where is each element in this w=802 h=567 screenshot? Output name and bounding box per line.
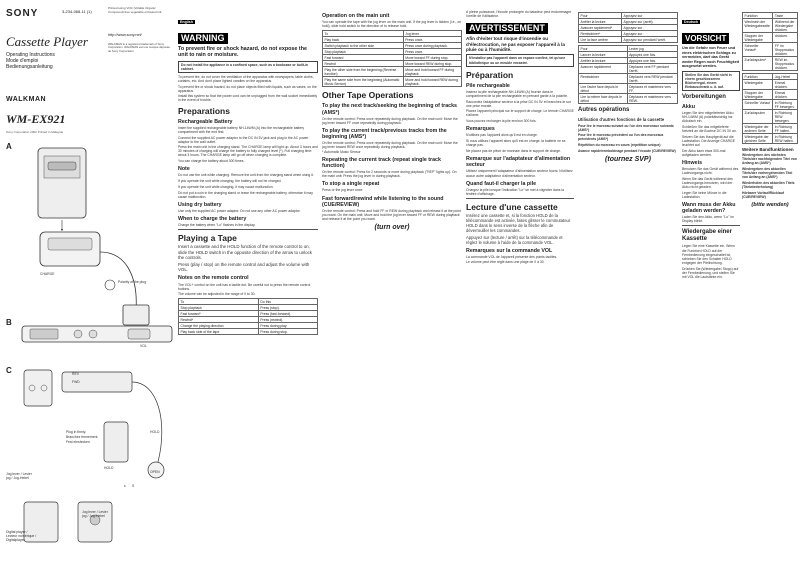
hold-switch-detail <box>104 422 128 462</box>
figure-b-label: B <box>6 318 12 327</box>
avertissement-heading: AVERTISSEMENT <box>466 23 548 34</box>
note-items: Do not use the unit while charging. Remove the unit from the charging stand when using it. If you operate the unit while charging, the battery will not be charged. If you operate the unit while charging, it may cause malfunction. Do not put a coin in the charging stand or leave the rechargeable battery, otherwise it may cause malfunction. <box>178 173 314 199</box>
akku-steps: Legen Sie den mitgelieferten Akku NH-14WM (A) polaritätsrichtig ins Akkufach ein. Schließen Sie das mitgelieferte Netzteil an die Buchse DC IN 3V an. Setzen Sie das Hauptgerät auf die Ladestation. Die Anzeige CHARGE leuchtet auf. Der Akku kann etwa 300-mal aufgeladen werden. <box>682 111 737 157</box>
plug-firmly-fr: Branchez fermement. <box>66 435 99 439</box>
language-de: Bedienungsanleitung <box>6 64 53 70</box>
english-column-2 <box>322 10 462 234</box>
turn-over-note: (turn over) <box>374 224 410 232</box>
other-ops-heading: Other Tape Operations <box>322 90 414 101</box>
remote-operations-table: To Do this Stop playback Press (stop). Fast forward* Press (fast-forward). Rewind* Press (rewind). Change the playing direction Press during play. Play back side of the tape Press during stop. <box>178 298 318 335</box>
remote-notes-heading: Notes on the remote control <box>178 275 249 282</box>
stand-slot <box>48 238 92 250</box>
repeat-heading: Repeating the current track (repeat single track function) <box>322 156 441 169</box>
weitere-list: Wiedergeben des nächsten Titels/der nachfolgenden Titel von Anfang an (AMS*) Wiedergeben des aktuellen Titels/der vorhergehenden Titel von Anfang an (AMS*) Wiederholen des aktuellen Titels (Titelwiederholung) Hörbarer Vorlauf/Rücklauf (CUE/REVIEW) <box>742 153 797 199</box>
english-tag: English <box>180 20 193 24</box>
deutsch-tag: Deutsch <box>684 20 699 24</box>
autres-heading: Autres opérations <box>578 107 630 113</box>
main-unit-heading: Operation on the main unit <box>322 13 390 19</box>
trademark-note: WALKMAN is a registered trademark of Sony Corporation. WALKMAN est une marque déposée de Sony Corporation. <box>108 42 170 53</box>
sony-logo: SONY <box>6 8 39 19</box>
printed-note: Printed using VOC (Volatile Organic Compound)-free vegetable oil based ink. <box>108 6 163 14</box>
avert-lead: Afin d'éviter tout risque d'incendie ou d'électrocution, ne pas exposer l'appareil à la pluie ou à l'humidité. <box>466 36 565 52</box>
warning-bullets: To prevent fire, do not cover the ventilation of the apparatus with newspapers, table cloths, curtains, etc. And don't place lighted candles on the apparatus. To prevent fire or shock hazard, do not place objects filled with liquids, such as vases, on the apparatus. Install this system so that the power cord can be unplugged from the wall socket immediately in the event of trouble. <box>178 74 318 103</box>
hinweis-list: Benutzen Sie das Gerät während des Ladevorgangs nicht. Wenn Sie das Gerät während des Ladevorgangs benutzen, wird der Akku nicht geladen. Legen Sie keine Münze in die Ladestation. <box>682 167 739 199</box>
quand-heading: Quand faut-il charger la pile <box>466 180 537 187</box>
jog-lever-caption-1: Jog lever / Levier jog / Jog-Hebel <box>6 472 32 480</box>
lecture-heading: Lecture d'une cassette <box>466 201 558 212</box>
repeat-text: On the remote control: Press for 2 seconds or more during playback ("REP" lights up). On the main unit: Press the jog lever in during playback. <box>322 170 457 179</box>
lecture-steps: Insérez une cassette et, si la fonction HOLD de la télécommande est activée, faites glisser le commutateur HOLD dans le sens inverse de la flèche afin de déverrouiller les commandes. Appuyez sur (lecture / arrêt) sur la télécommande et réglez le volume à l'aide de la commande VOL. <box>466 212 571 245</box>
figure-a-illustration <box>18 140 178 340</box>
bitte-wenden-note: (bitte wenden) <box>751 202 789 209</box>
french-column-2 <box>578 10 678 166</box>
german-column-2 <box>742 10 798 211</box>
warning-box: Do not install the appliance in a confined space, such as a bookcase or built-in cabinet. <box>178 61 318 73</box>
preparations-heading: Preparations <box>178 105 230 116</box>
pile-steps: Insérez la pile rechargeable NH-14WM (A) fournie dans le compartiment de la pile rechargeable en prenant garde à la polarité. Raccordez l'adaptateur secteur à la prise DC IN 3V et branchez-le sur une prise murale. Placez l'appareil principal sur le support de charge. Le témoin CHARGE s'allume. Vous pouvez recharger la pile environ 300 fois. <box>466 89 574 124</box>
fr-remote-table: Pour Appuyez sur Arrêter la lecture Appuyez sur (arrêt). Avancer rapidement* Appuyez sur . Rembobiner* Appuyez sur . Lire la face arrière Appuyez sur pendant l'arrêt. <box>578 12 678 43</box>
remote-display <box>30 329 58 339</box>
wiedergabe-heading: Wiedergabe einer Kassette <box>682 229 732 243</box>
play-steps: Insert a cassette and the HOLD function of the remote control to on, slide the HOLD switch in the opposite direction of the arrow to unlock the controls. Press (play / stop) on the remote control and adjust the volume with VOL. <box>178 244 312 273</box>
jog-lever-caption-2: Jog lever / Levier jog / Jog-Hebel <box>82 510 108 518</box>
wann-heading: Wann muss der Akku geladen werden? <box>682 201 736 215</box>
prev-track-heading: To play the current track/previous tracks from the beginning (AMS*) <box>322 127 447 141</box>
letter-s-1: s <box>124 484 126 488</box>
cue-heading: Fast forward/rewind while listening to the sound (CUE/REVIEW) <box>322 195 444 208</box>
de-remote-table: Funktion Taste Wechseln der Wiedergabeseite Während der Wiedergabe drücken. Stoppen der Wiedergabe drücken. Schneller Vorlauf* FF im Stoppmodus drücken. Zurückspulen* REW im Stoppmodus drücken. <box>742 12 798 71</box>
weitere-heading: Weitere Bandfunktionen <box>742 147 794 152</box>
next-track-text: On the remote control: Press once repeatedly during playback. On the main unit: Move the jog lever toward FF once repeatedly during playback. <box>322 116 458 125</box>
fwd-callout: FWD <box>72 380 80 384</box>
vorbereitungen-heading: Vorbereitungen <box>682 93 726 100</box>
playing-heading: Playing a Tape <box>178 233 237 244</box>
sony-url[interactable]: http://www.sony.net/ <box>108 33 142 37</box>
prep-steps: Insert the supplied rechargeable battery NH-14WM (A) into the rechargeable battery compartment with the end first. Connect the supplied AC power adaptor to the DC IN 3V jack and plug in the AC power adaptor to the wall outlet. Press the main unit in the charging stand. The CHARGE lamp will light up. About 3 hours and 30 minutes of charging will charge the battery to fully charged level (*). Full charging time: about 3 hours. The CHARGE lamp will go off when charging is complete. You can charge the battery about 300 times. <box>178 125 318 164</box>
avert-box: N'installez pas l'appareil dans un espace confiné, tel qu'une bibliothèque ou un meuble encastré. <box>466 54 574 66</box>
hold-callout-1: HOLD <box>104 466 114 470</box>
jog-lever-table: To Jog lever Play back Press once. Switch playback to the other side Press once during playback. Stop playback Press once. Fast forward Move toward FF during stop. Rewind Move toward REW during stop. Play the other side from the beginning (Reverse function) Move and hold toward FF during playback. Play the same side from the beginning (Automatic Music Sensor) Move and hold toward REW during playback. <box>322 30 462 87</box>
walkman-logo: WALKMAN <box>6 96 47 103</box>
ams-footnote: * Automatic Music Sensor <box>322 149 361 154</box>
akku-heading: Akku <box>682 103 695 110</box>
stop-repeat-text: Press or the jog lever once. <box>322 188 364 193</box>
language-fr: Mode d'emploi <box>6 58 39 64</box>
tournez-note: (tournez SVP) <box>605 155 651 163</box>
vorsicht-box: Stellen Sie das Gerät nicht in einem geschlossenen Bücherregal, einem Einbauschrank u. ä. auf. <box>682 71 740 91</box>
quand-text: Chargez la pile lorsque l'indication "Lo" se met à clignoter dans la fenêtre d'affichage. <box>466 187 565 196</box>
warning-lead: To prevent fire or shock hazard, do not expose the unit to rain or moisture. <box>178 46 307 59</box>
plug-firmly-de: Fest einstecken <box>66 440 90 444</box>
product-title: Cassette Player <box>6 34 88 49</box>
model-number: WM-EX921 <box>6 112 66 126</box>
charge-heading: When to charge the battery <box>178 216 247 223</box>
charge-callout: CHARGE <box>40 272 55 276</box>
wiedergabe-steps: Legen Sie eine Kassette ein. Wenn die Funktion HOLD auf der Fernbedienung eingeschaltet ist, schieben Sie den Schalter HOLD entgegen der Pfeilrichtung. Drücken Sie (Wiedergabe/ Stopp) auf der Fernbedienung, und stellen Sie mit VOL die Lautstärke ein. <box>682 244 739 279</box>
copyright-line: Sony Corporation 2002 Printed in Malaysia <box>6 130 64 134</box>
vorsicht-heading: VORSICHT <box>682 33 729 44</box>
german-column-1 <box>682 10 740 280</box>
figure-c-label: C <box>6 366 12 375</box>
remarques-list: N'utilisez pas l'appareil alors qu'il est en charge. Si vous utilisez l'appareil alors qu'il est en charge, la batterie ne se charge pas. Ne placez pas de pièce de monnaie dans le support de charge. <box>466 133 566 153</box>
headphone-cord <box>132 382 162 462</box>
dry-battery-heading: Using dry battery <box>178 201 222 208</box>
remarques-heading: Remarques <box>466 126 495 133</box>
polarity-callout: Polarity of the plug <box>118 280 147 284</box>
preparation-heading: Préparation <box>466 69 514 80</box>
french-column-1 <box>466 10 574 266</box>
main-unit-text: You can operate the tape with the jog lever on the main unit. If the jog lever is hidden (i.e., on hold), slide hold switch to the direction of to release hold. <box>322 20 462 29</box>
prev-track-text: On the remote control: Press once repeatedly during playback. On the main unit: Move the jog lever toward REW once repeatedly during playback. <box>322 141 458 150</box>
adaptor-text: Utilisez uniquement l'adaptateur d'alimentation secteur fourni. N'utilisez aucun autre adaptateur d'alimentation secteur. <box>466 169 573 178</box>
language-en: Operating Instructions <box>6 52 55 58</box>
figure-b-illustration <box>18 320 178 350</box>
next-track-heading: To play the next track/seeking the beginning of tracks (AMS*) <box>322 103 458 116</box>
fr-notes: La commande VOL de l'appareil présente des points tactiles. Le volume peut être réglé dans une plage de 0 à 30. <box>466 254 558 265</box>
polarity-icon <box>105 280 115 290</box>
adaptor-heading: Remarque sur l'adaptateur d'alimentation secteur <box>466 156 571 169</box>
vorsicht-lead: Um die Gefahr von Feuer und eines elektrischen Schlags zu vermeiden, darf das Gerät weder Regen noch Feuchtigkeit ausgesetzt werden. <box>682 46 740 68</box>
open-callout: OPEN <box>150 470 160 474</box>
battery-icon <box>48 162 76 170</box>
vol-callout: VOL <box>140 344 147 348</box>
rechargeable-heading: Rechargeable Battery <box>178 118 233 125</box>
fr-notes-heading: Remarques sur la commande VOL <box>466 247 553 254</box>
warning-heading: WARNING <box>178 33 228 44</box>
wann-text: Laden Sie den Akku, wenn "Lo" im Display blinkt. <box>682 215 734 224</box>
part-number: 3-234-068-11 (1) <box>62 9 92 14</box>
charge-text: Charge the battery when "Lo" flashes in the display. <box>178 223 256 228</box>
autres-list: Utilisation d'autres fonctions de la cassette Pour lire le morceau suivant ou l'un des morceaux suivants (AMS*) Pour lire le morceau précédent ou l'un des morceaux précédents (AMS*) Répétition du morceau en cours (répétition unique) Avance rapide/rembobinage pendant l'écoute (CUE/REVIEW) <box>578 117 676 153</box>
stop-button-icon <box>89 330 97 338</box>
play-button-icon <box>74 330 82 338</box>
english-column-1 <box>178 10 318 337</box>
stop-repeat-heading: To stop a single repeat <box>322 181 380 188</box>
language-list <box>6 52 55 70</box>
vol-control <box>128 329 150 339</box>
fr-jog-table: Pour Levier jog Lancer la lecture Appuyez une fois. Arrêter la lecture Appuyez une fois. Avancer rapidement Déplacez vers FF pendant l'arrêt. Rembobiner Déplacez vers REW pendant l'arrêt. Lire l'autre face depuis le début Déplacez et maintenez vers FF. Lire la même face depuis le début Déplacez et maintenez vers REW. <box>578 45 678 104</box>
de-jog-table: Funktion Jog-Hebel Wiedergabe Einmal drücken. Stoppen der Wiedergabe Einmal drücken. Schneller Vorlauf In Richtung FF bewegen. Zurückspulen In Richtung REW bewegen. Wiedergabe der anderen Seite In Richtung FF halten. Wiedergabe der gleichen Seite In Richtung REW halten. <box>742 73 798 144</box>
pile-heading: Pile rechargeable <box>466 82 510 89</box>
hold-callout-2: HOLD <box>150 430 160 434</box>
figure-c-illustration <box>18 362 178 562</box>
cassette-icon <box>24 370 52 406</box>
digital-player-caption: Digital player / Lecteur numérique / Digitalplayer <box>6 530 37 542</box>
hinweis-heading: Hinweis <box>682 159 703 166</box>
fr-intro: À pleine puissance, l'écoute prolongée du baladeur peut endommager l'oreille de l'utilisateur. <box>466 10 572 19</box>
figure-a-label: A <box>6 142 12 151</box>
note-heading: Note <box>178 166 190 173</box>
letter-s-2: S <box>132 484 135 488</box>
plug-firmly-en: Plug in firmly. <box>66 430 87 434</box>
remote-notes: The VOL+ control on the unit has a tactile dot. Be careful not to press the remote control buttons. The volume can be adjusted in the range of 0 to 30. <box>178 282 311 297</box>
cue-text: On the remote control: Press and hold FF or REW during playback and release it at the point you want. On the main unit: Move and hold the jog lever toward FF or REW during playback and release it at the point you want. <box>322 208 461 222</box>
rev-callout: REV <box>72 372 79 376</box>
dry-battery-text: Use only the supplied AC power adaptor. Do not use any other AC power adaptor. <box>178 208 301 213</box>
